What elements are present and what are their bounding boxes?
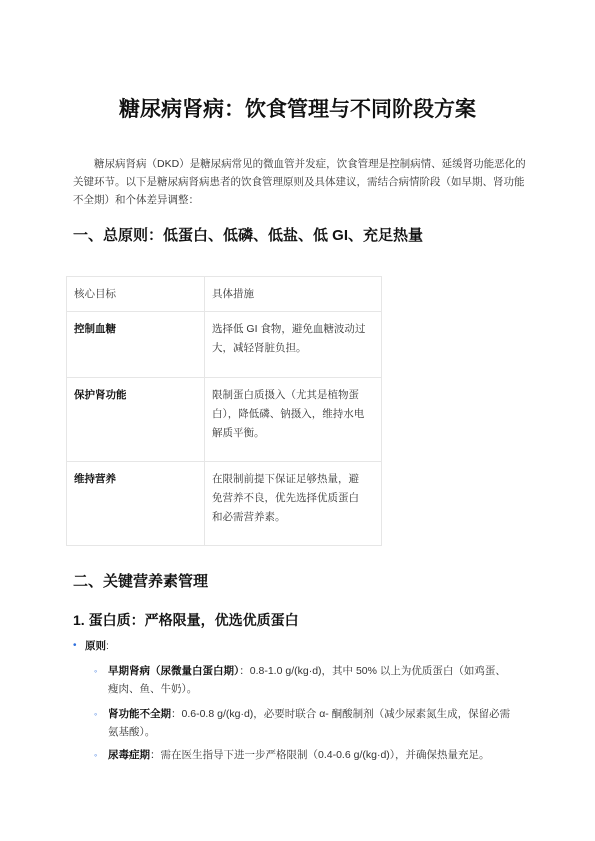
bullet-dot-icon: • (73, 640, 77, 651)
list-item (94, 705, 514, 741)
table-header-row (67, 277, 382, 312)
table-header-cell: 核心目标 (67, 277, 205, 312)
table-row (67, 378, 382, 462)
table-goal-cell: 维持营养 (74, 473, 116, 485)
section2-heading: 二、关键营养素管理 (73, 573, 209, 590)
stage-text: ：需在医生指导下进一步严格限制（0.4-0.6 g/(kg·d)），并确保热量充足。 (150, 749, 490, 761)
stage-text: ：0.8-1.0 g/(kg·d)，其中 50% 以上为优质蛋白（如鸡蛋、瘦肉、鱼、牛奶）。 (108, 665, 506, 695)
stage-label: 早期肾病（尿微量白蛋白期） (108, 665, 240, 677)
table-header-cell: 具体措施 (205, 277, 382, 312)
protein-subheading: 1. 蛋白质：严格限量，优选优质蛋白 (73, 612, 299, 628)
stage-label: 肾功能不全期 (108, 708, 171, 720)
hollow-circle-icon: ◦ (94, 750, 98, 760)
list-item (94, 662, 514, 698)
table-goal-cell: 保护肾功能 (74, 389, 127, 401)
principle-colon: : (106, 640, 109, 652)
section1-heading: 一、总原则：低蛋白、低磷、低盐、低 GI、充足热量 (73, 227, 424, 244)
stage-label: 尿毒症期 (108, 749, 150, 761)
principles-table (66, 276, 382, 546)
table-row (67, 462, 382, 546)
table-measure-cell: 限制蛋白质摄入（尤其是植物蛋白），降低磷、钠摄入，维持水电解质平衡。 (205, 378, 382, 462)
intro-paragraph: 糖尿病肾病（DKD）是糖尿病常见的微血管并发症，饮食管理是控制病情、延缓肾功能恶化的关键环节。以下是糖尿病肾病患者的饮食管理原则及具体建议，需结合病情阶段（如早期、肾功能不全期）和个体差异调整： (73, 158, 526, 206)
table-goal-cell: 控制血糖 (74, 323, 116, 335)
principle-label: 原则 (85, 640, 106, 652)
stage-text: ：0.6-0.8 g/(kg·d)，必要时联合 α- 酮酸制剂（减少尿素氮生成，保留必需氨基酸）。 (108, 708, 511, 738)
table-row (67, 312, 382, 378)
list-item (94, 746, 514, 764)
hollow-circle-icon: ◦ (94, 666, 98, 676)
table-measure-cell: 在限制前提下保证足够热量，避免营养不良，优先选择优质蛋白和必需营养素。 (205, 462, 382, 546)
hollow-circle-icon: ◦ (94, 709, 98, 719)
table-measure-cell: 选择低 GI 食物，避免血糖波动过大，减轻肾脏负担。 (205, 312, 382, 378)
document-title: 糖尿病肾病：饮食管理与不同阶段方案 (119, 98, 476, 121)
